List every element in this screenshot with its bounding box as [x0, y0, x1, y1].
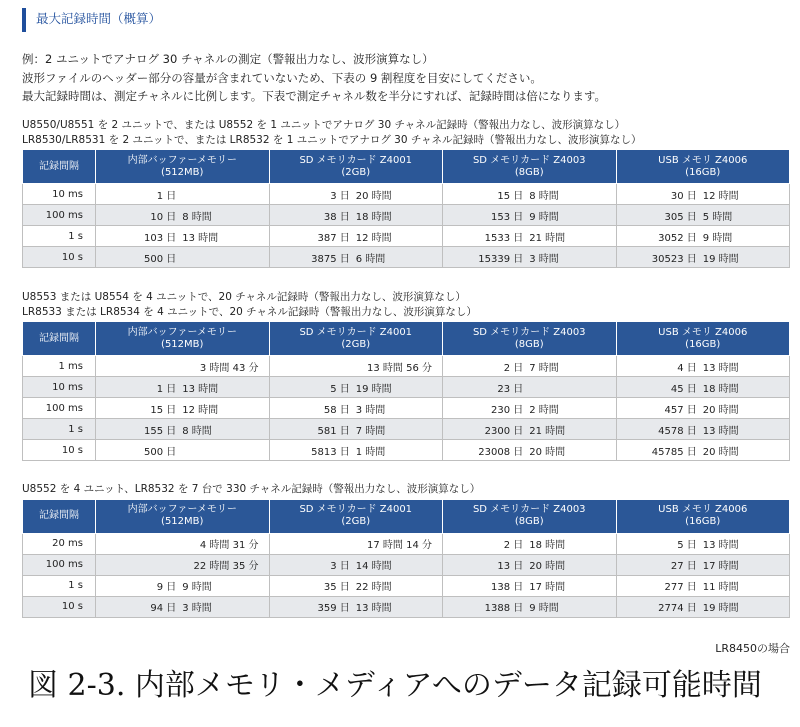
duration-cell [616, 554, 790, 575]
duration-cell [96, 377, 270, 398]
duration-hours: 17 時間 [529, 582, 566, 593]
duration-hours: 17 時間 [702, 561, 739, 572]
duration-cell [443, 247, 617, 268]
duration-hours [529, 380, 611, 395]
duration-hours: 21 時間 [529, 425, 566, 437]
recording-time-table [22, 149, 790, 268]
duration-days: 3 日 [330, 561, 350, 572]
duration-hours: 9 時間 [182, 582, 212, 593]
duration-hours: 13 時間 [355, 603, 392, 614]
column-header-title: SD メモリカード Z4003 [472, 504, 586, 515]
duration-cell [616, 575, 790, 596]
duration-days: 500 日 [143, 446, 177, 458]
case-note: LR8450の場合 [715, 642, 790, 655]
duration-cell [269, 356, 443, 377]
column-header-title: USB メモリ Z4006 [658, 154, 748, 166]
duration-cell [269, 440, 443, 461]
duration-days: 2 日 [503, 540, 524, 551]
column-header-title: SD メモリカード Z4001 [299, 154, 413, 166]
interval-cell: 10 s [23, 596, 96, 617]
duration-cell [96, 356, 270, 377]
duration-days: 3 時間 43 分 [199, 362, 259, 374]
duration-days: 359 日 [317, 603, 350, 614]
duration-cell [96, 398, 270, 419]
table-section-2 [22, 290, 790, 461]
duration-days: 13 時間 56 分 [367, 362, 432, 374]
column-header-capacity: (512MB) [161, 338, 204, 350]
duration-days: 1 日 [156, 190, 177, 202]
duration-days: 30 日 [670, 190, 697, 202]
duration-hours: 7 時間 [355, 425, 386, 437]
duration-hours: 21 時間 [529, 232, 566, 244]
duration-hours: 3 時間 [182, 603, 212, 614]
duration-cell [616, 533, 790, 554]
column-header [96, 499, 270, 533]
column-header [23, 150, 96, 184]
duration-cell [269, 554, 443, 575]
duration-days: 4578 日 [658, 425, 697, 437]
duration-cell [96, 226, 270, 247]
duration-days: 9 日 [156, 582, 177, 593]
table-caption: U8550/U8551 を 2 ユニットで、または U8552 を 1 ユニットでアナログ 30 チャネル記録時（警報出力なし、波形演算なし） [22, 119, 626, 131]
duration-cell [443, 554, 617, 575]
duration-cell [443, 226, 617, 247]
duration-hours: 20 時間 [702, 404, 739, 416]
duration-days: 2300 日 [484, 425, 524, 437]
table-section-3 [22, 482, 790, 618]
duration-hours: 20 時間 [355, 190, 392, 202]
duration-days: 94 日 [150, 603, 177, 614]
duration-days: 387 日 [317, 232, 350, 244]
table-row [23, 247, 790, 268]
duration-hours: 6 時間 [355, 253, 386, 265]
column-header-capacity: (8GB) [514, 338, 544, 350]
duration-hours: 14 時間 [355, 561, 392, 572]
duration-hours: 22 時間 [355, 582, 392, 593]
column-header-capacity: (2GB) [341, 338, 371, 350]
duration-days: 153 日 [490, 211, 524, 223]
table-row [23, 533, 790, 554]
interval-cell: 1 s [23, 575, 96, 596]
duration-days: 38 日 [323, 211, 350, 223]
interval-cell: 10 s [23, 440, 96, 461]
column-header [96, 150, 270, 184]
column-header-title: SD メモリカード Z4003 [472, 326, 586, 338]
duration-hours: 19 時間 [355, 383, 392, 395]
duration-days: 1388 日 [484, 603, 524, 614]
duration-cell [616, 184, 790, 205]
column-header-capacity: (8GB) [514, 516, 544, 527]
duration-hours: 5 時間 [702, 211, 733, 223]
duration-days: 30523 日 [651, 253, 697, 265]
duration-cell [443, 440, 617, 461]
duration-hours [182, 443, 264, 458]
duration-days: 35 日 [323, 582, 350, 593]
duration-hours: 20 時間 [529, 561, 566, 572]
column-header-capacity: (2GB) [341, 516, 371, 527]
interval-cell: 1 s [23, 226, 96, 247]
duration-hours: 8 時間 [182, 211, 212, 223]
column-header-capacity: (2GB) [341, 166, 371, 178]
duration-cell [269, 377, 443, 398]
duration-days: 23 日 [497, 383, 524, 395]
duration-cell [269, 533, 443, 554]
duration-cell [616, 356, 790, 377]
column-header-title: USB メモリ Z4006 [658, 504, 748, 515]
duration-days: 277 日 [664, 582, 697, 593]
duration-hours [182, 250, 264, 265]
column-header-capacity: (16GB) [685, 166, 721, 178]
table-row [23, 596, 790, 617]
recording-time-table [22, 321, 790, 461]
duration-cell [96, 184, 270, 205]
duration-days: 5 日 [330, 383, 350, 395]
duration-cell [616, 226, 790, 247]
duration-days: 2 日 [503, 362, 524, 374]
duration-days: 230 日 [490, 404, 524, 416]
table-row [23, 419, 790, 440]
column-header-title: USB メモリ Z4006 [658, 326, 748, 338]
duration-hours [182, 187, 264, 202]
duration-hours: 3 時間 [355, 404, 386, 416]
column-header [616, 322, 790, 356]
duration-cell [269, 226, 443, 247]
duration-cell [616, 377, 790, 398]
duration-days: 1 日 [156, 383, 177, 395]
duration-hours: 13 時間 [702, 540, 739, 551]
duration-hours: 12 時間 [355, 232, 392, 244]
duration-hours: 13 時間 [702, 425, 739, 437]
interval-cell: 1 s [23, 419, 96, 440]
duration-cell [269, 398, 443, 419]
table-row [23, 226, 790, 247]
duration-cell [616, 398, 790, 419]
table-row [23, 575, 790, 596]
column-header-title: 内部バッファーメモリー [127, 504, 237, 515]
duration-days: 1533 日 [484, 232, 524, 244]
table-row [23, 398, 790, 419]
duration-cell [443, 356, 617, 377]
table-caption: U8552 を 4 ユニット、LR8532 を 7 台で 330 チャネル記録時（警報出力なし、波形演算なし） [22, 483, 481, 495]
interval-cell: 100 ms [23, 205, 96, 226]
column-header-title: 記録間隔 [39, 332, 79, 344]
intro-line: 最大記録時間は、測定チャネルに比例します。下表で測定チャネル数を半分にすれば、記録時間は倍になります。 [22, 89, 606, 103]
duration-cell [96, 247, 270, 268]
duration-days: 500 日 [143, 253, 177, 265]
table-row [23, 440, 790, 461]
column-header [23, 322, 96, 356]
column-header-capacity: (16GB) [685, 338, 721, 350]
duration-hours: 18 時間 [702, 383, 739, 395]
duration-cell [96, 533, 270, 554]
duration-cell [269, 184, 443, 205]
figure-caption: 図 2-3. 内部メモリ・メディアへのデータ記録可能時間 [28, 668, 762, 703]
duration-cell [443, 205, 617, 226]
duration-hours: 2 時間 [529, 404, 559, 416]
duration-hours: 1 時間 [355, 446, 386, 458]
duration-days: 2774 日 [658, 603, 697, 614]
table-row [23, 554, 790, 575]
column-header [96, 322, 270, 356]
column-header [616, 150, 790, 184]
column-header-capacity: (512MB) [161, 516, 204, 527]
duration-cell [443, 419, 617, 440]
duration-days: 581 日 [317, 425, 350, 437]
interval-cell: 100 ms [23, 398, 96, 419]
duration-cell [443, 398, 617, 419]
duration-days: 3 日 [330, 190, 350, 202]
column-header-title: 記録間隔 [39, 160, 79, 172]
column-header-title: 記録間隔 [39, 510, 79, 521]
column-header-capacity: (8GB) [514, 166, 544, 178]
duration-hours: 18 時間 [355, 211, 392, 223]
interval-cell: 10 s [23, 247, 96, 268]
intro-text [22, 50, 792, 106]
column-header-title: SD メモリカード Z4001 [299, 504, 413, 515]
duration-cell [96, 596, 270, 617]
table-caption: U8553 または U8554 を 4 ユニットで、20 チャネル記録時（警報出力なし、波形演算なし） [22, 291, 466, 303]
duration-days: 305 日 [664, 211, 697, 223]
duration-hours: 19 時間 [702, 603, 739, 614]
table-section-1 [22, 118, 790, 268]
duration-cell [269, 419, 443, 440]
duration-days: 15 日 [497, 190, 524, 202]
table-row [23, 205, 790, 226]
duration-days: 15 日 [150, 404, 177, 416]
duration-cell [269, 596, 443, 617]
duration-days: 4 時間 31 分 [199, 540, 259, 551]
duration-hours: 8 時間 [529, 190, 559, 202]
duration-days: 27 日 [670, 561, 697, 572]
duration-days: 457 日 [664, 404, 697, 416]
column-header [269, 322, 443, 356]
column-header-capacity: (512MB) [161, 166, 204, 178]
duration-cell [96, 205, 270, 226]
duration-days: 22 時間 35 分 [193, 561, 259, 572]
duration-hours: 3 時間 [529, 253, 559, 265]
duration-cell [96, 419, 270, 440]
column-header [443, 150, 617, 184]
duration-cell [616, 419, 790, 440]
column-header [443, 499, 617, 533]
column-header-title: 内部バッファーメモリー [127, 154, 237, 166]
duration-cell [616, 205, 790, 226]
table-header-row [23, 150, 790, 184]
duration-days: 103 日 [143, 232, 177, 244]
duration-cell [443, 377, 617, 398]
column-header [269, 150, 443, 184]
duration-cell [96, 554, 270, 575]
table-row [23, 356, 790, 377]
duration-hours: 12 時間 [702, 190, 739, 202]
table-header-row [23, 499, 790, 533]
duration-hours: 13 時間 [182, 383, 219, 395]
duration-days: 3875 日 [311, 253, 350, 265]
duration-days: 45 日 [670, 383, 697, 395]
duration-cell [96, 440, 270, 461]
column-header-capacity: (16GB) [685, 516, 721, 527]
section-heading: 最大記録時間（概算） [22, 8, 161, 32]
duration-hours: 13 時間 [182, 232, 219, 244]
duration-cell [443, 575, 617, 596]
duration-days: 10 日 [150, 211, 177, 223]
column-header [616, 499, 790, 533]
duration-hours: 18 時間 [529, 540, 566, 551]
table-header-row [23, 322, 790, 356]
duration-hours: 9 時間 [529, 211, 559, 223]
duration-days: 5 日 [677, 540, 697, 551]
duration-hours: 8 時間 [182, 425, 212, 437]
table-row [23, 377, 790, 398]
duration-days: 5813 日 [311, 446, 350, 458]
column-header-title: 内部バッファーメモリー [127, 326, 237, 338]
duration-days: 58 日 [323, 404, 350, 416]
duration-days: 45785 日 [651, 446, 697, 458]
column-header [269, 499, 443, 533]
duration-cell [269, 575, 443, 596]
duration-days: 23008 日 [478, 446, 524, 458]
interval-cell: 1 ms [23, 356, 96, 377]
column-header [443, 322, 617, 356]
recording-time-table [22, 499, 790, 618]
duration-cell [443, 184, 617, 205]
table-row [23, 184, 790, 205]
duration-days: 15339 日 [478, 253, 524, 265]
duration-days: 13 日 [497, 561, 524, 572]
intro-line: 例：2 ユニットでアナログ 30 チャネルの測定（警報出力なし、波形演算なし） [22, 52, 434, 66]
duration-hours: 20 時間 [529, 446, 566, 458]
duration-hours: 19 時間 [702, 253, 739, 265]
interval-cell: 20 ms [23, 533, 96, 554]
table-caption: LR8533 または LR8534 を 4 ユニットで、20 チャネル記録時（警報出力なし、波形演算なし） [22, 305, 477, 318]
duration-days: 155 日 [143, 425, 177, 437]
intro-line: 波形ファイルのヘッダー部分の容量が含まれていないため、下表の 9 割程度を目安にしてください。 [22, 70, 542, 85]
duration-cell [443, 533, 617, 554]
duration-days: 17 時間 14 分 [367, 540, 432, 551]
duration-hours: 7 時間 [529, 362, 559, 374]
interval-cell: 10 ms [23, 377, 96, 398]
duration-days: 3052 日 [658, 232, 697, 244]
duration-days: 4 日 [677, 362, 697, 374]
duration-cell [269, 205, 443, 226]
duration-cell [616, 247, 790, 268]
column-header [23, 499, 96, 533]
interval-cell: 10 ms [23, 184, 96, 205]
duration-hours: 9 時間 [702, 232, 733, 244]
duration-cell [96, 575, 270, 596]
duration-days: 138 日 [490, 582, 524, 593]
column-header-title: SD メモリカード Z4001 [299, 326, 413, 338]
duration-hours: 9 時間 [529, 603, 559, 614]
duration-cell [616, 596, 790, 617]
column-header-title: SD メモリカード Z4003 [472, 154, 586, 166]
interval-cell: 100 ms [23, 554, 96, 575]
duration-hours: 12 時間 [182, 404, 219, 416]
table-caption: LR8530/LR8531 を 2 ユニットで、または LR8532 を 1 ユニットでアナログ 30 チャネル記録時（警報出力なし、波形演算なし） [22, 133, 642, 146]
duration-hours: 13 時間 [702, 362, 739, 374]
duration-hours: 20 時間 [702, 446, 739, 458]
duration-cell [269, 247, 443, 268]
duration-cell [616, 440, 790, 461]
duration-hours: 11 時間 [702, 582, 739, 593]
duration-cell [443, 596, 617, 617]
